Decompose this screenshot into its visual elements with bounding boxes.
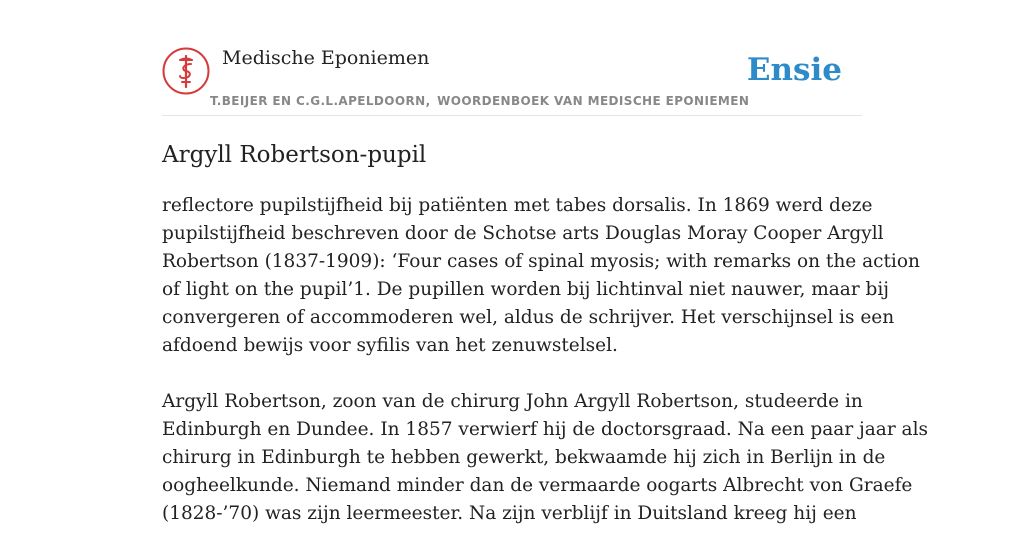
paragraph — [162, 192, 920, 360]
caduceus-icon[interactable] — [162, 47, 210, 95]
ensie-logo[interactable]: Ensie — [746, 52, 842, 88]
paragraph — [162, 388, 928, 528]
text-line: Argyll Robertson, zoon van de chirurg John Argyll Robertson, studeerde in — [162, 391, 863, 412]
text-line: afdoend bewijs voor syfilis van het zenuwstelsel. — [162, 335, 618, 356]
header-divider — [162, 115, 862, 116]
site-title[interactable]: Medische Eponiemen — [222, 47, 430, 69]
entry-title: Argyll Robertson-pupil — [162, 142, 427, 168]
text-line: (1828-’70) was zijn leermeester. Na zijn verblijf in Duitsland kreeg hij een — [162, 503, 857, 524]
text-line: oogheelkunde. Niemand minder dan de vermaarde oogarts Albrecht von Graefe — [162, 475, 913, 496]
subtitle-work: WOORDENBOEK VAN MEDISCHE EPONIEMEN — [437, 94, 750, 108]
source-subtitle — [210, 93, 749, 109]
text-line: chirurg in Edinburgh te hebben gewerkt, bekwaamde hij zich in Berlijn in de — [162, 447, 886, 468]
subtitle-authors: T.BEIJER EN C.G.L.APELDOORN, — [210, 94, 431, 108]
text-line: reflectore pupilstijfheid bij patiënten met tabes dorsalis. In 1869 werd deze — [162, 195, 873, 216]
text-line: convergeren of accommoderen wel, aldus de schrijver. Het verschijnsel is een — [162, 307, 895, 328]
entry-body — [162, 192, 928, 556]
text-line: Edinburgh en Dundee. In 1857 verwierf hij de doctorsgraad. Na een paar jaar als — [162, 419, 928, 440]
text-line: of light on the pupil’1. De pupillen worden bij lichtinval niet nauwer, maar bij — [162, 279, 890, 300]
text-line: Robertson (1837-1909): ‘Four cases of spinal myosis; with remarks on the action — [162, 251, 920, 272]
site-header — [162, 46, 862, 116]
text-line: pupilstijfheid beschreven door de Schotse arts Douglas Moray Cooper Argyll — [162, 223, 884, 244]
